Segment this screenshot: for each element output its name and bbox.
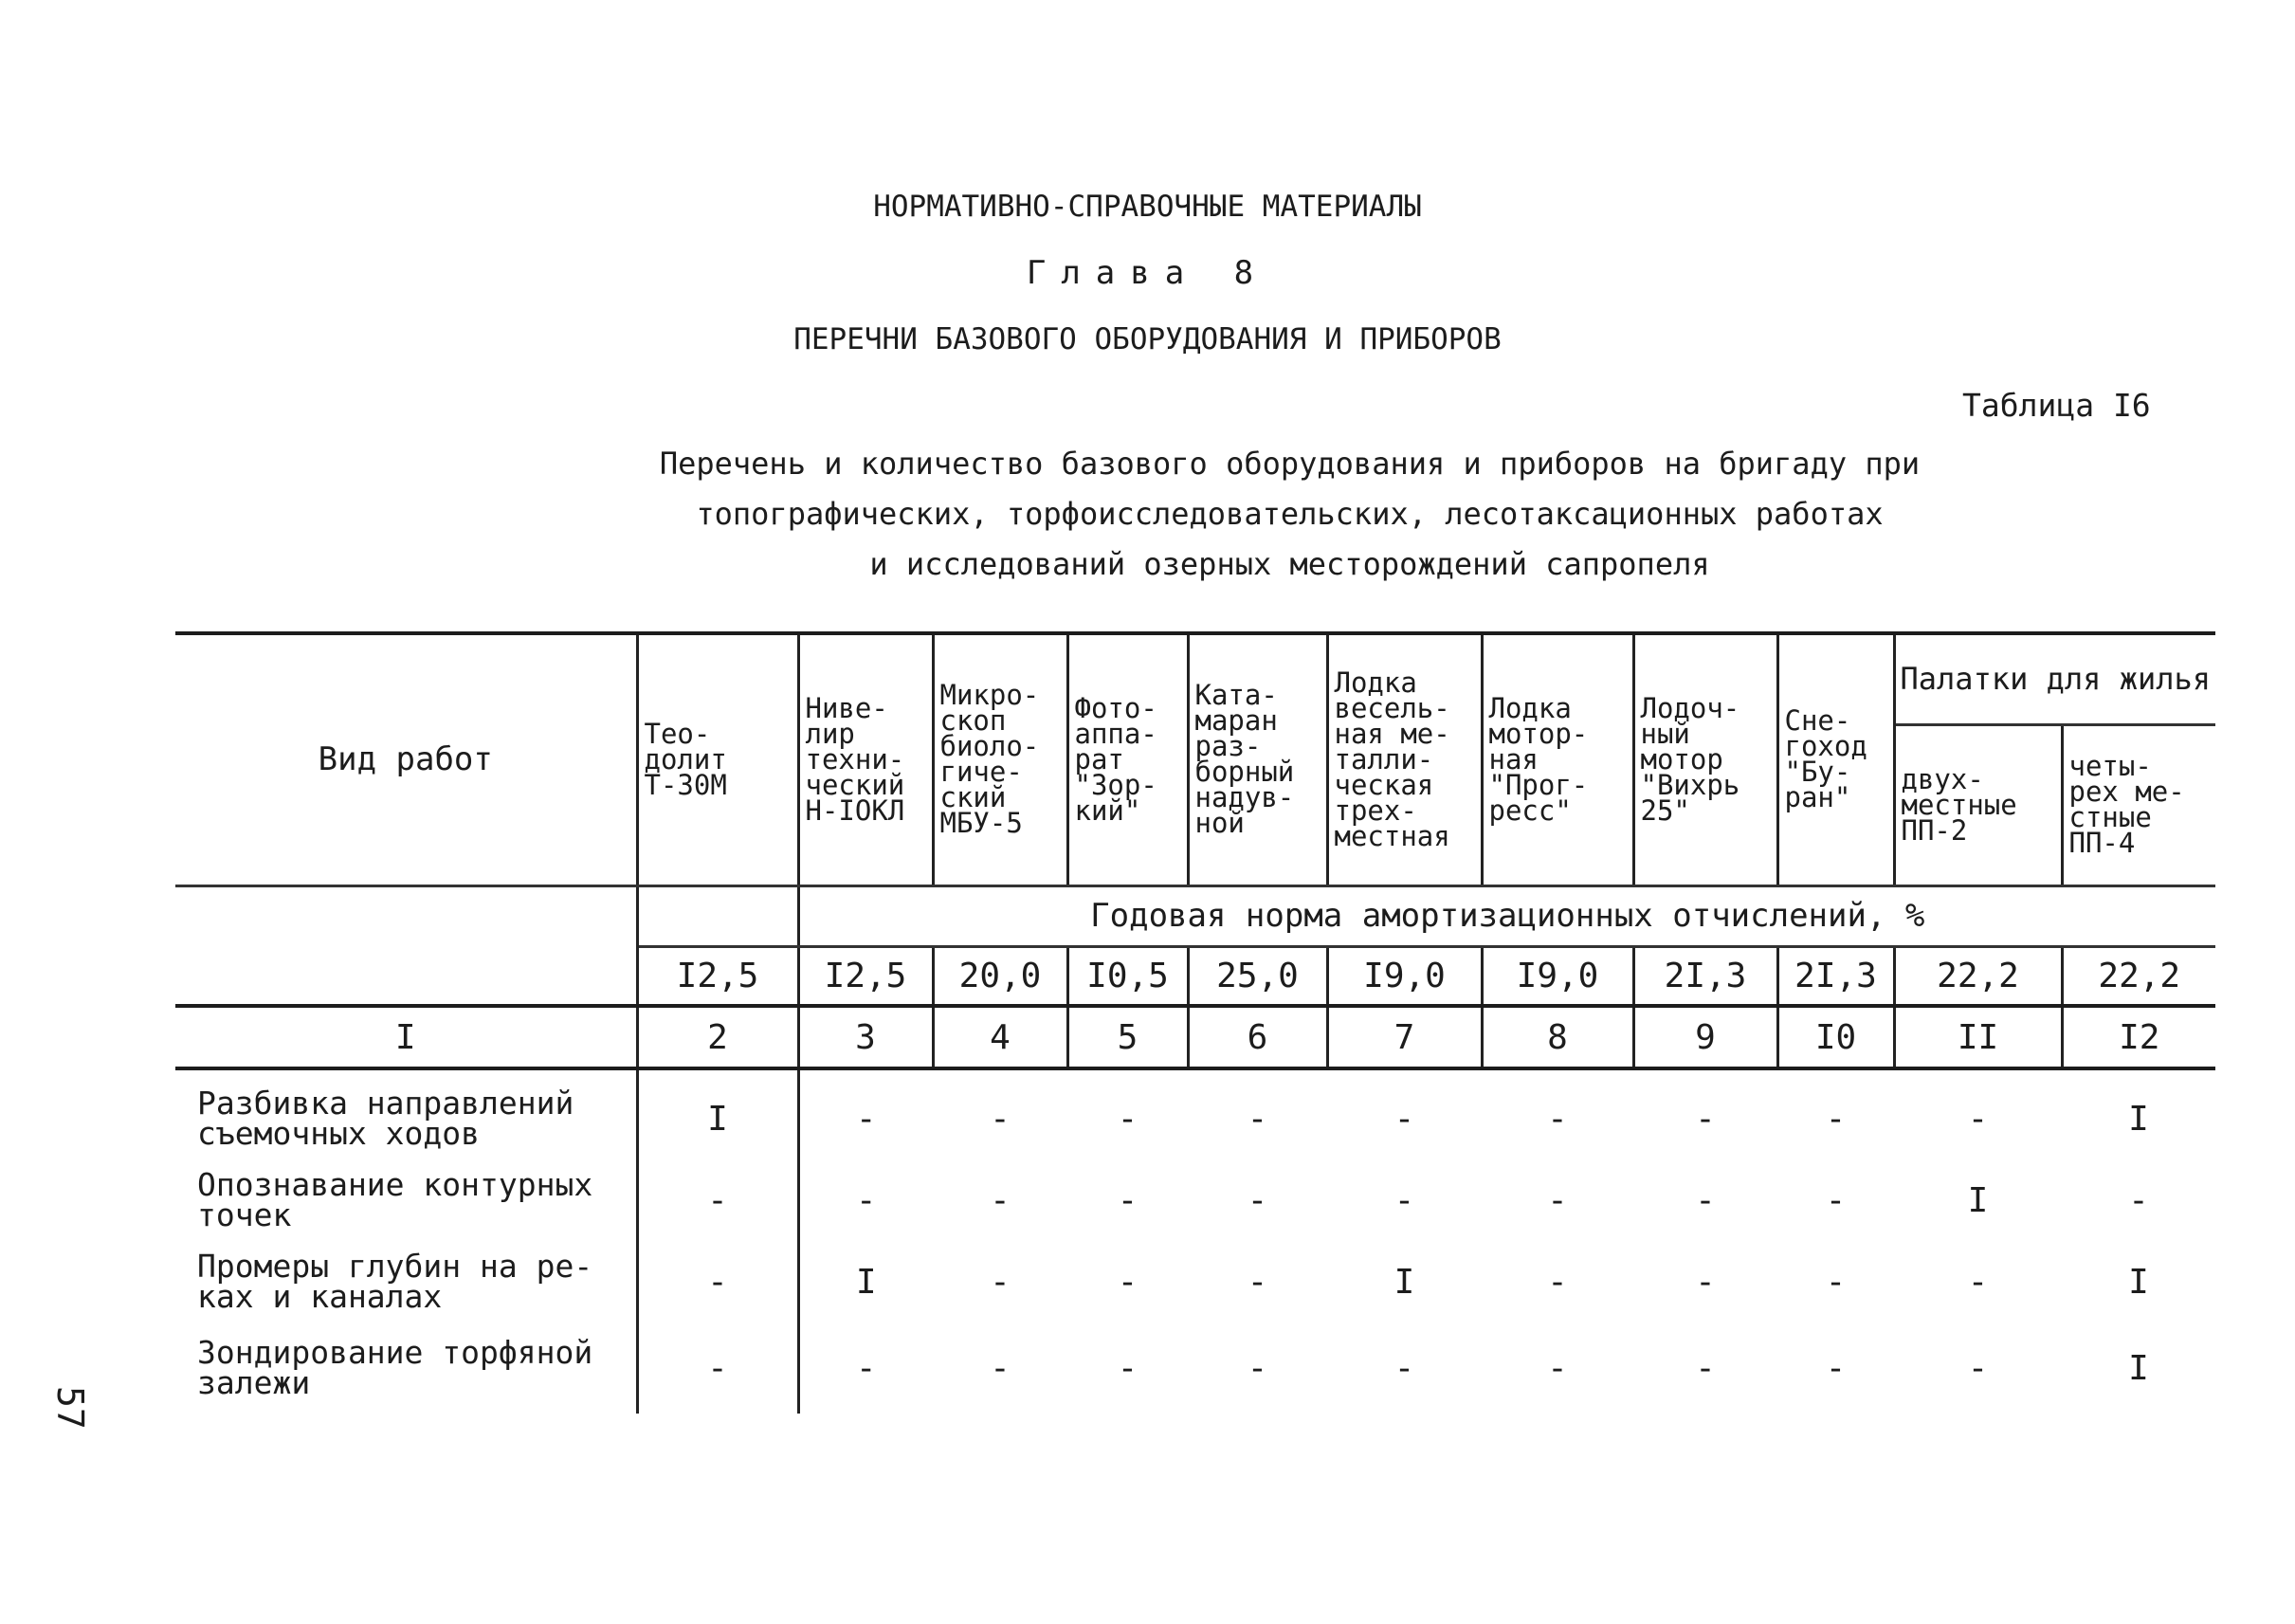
col-header-line: аппа- xyxy=(1074,717,1157,750)
quantity-cell: - xyxy=(1825,1348,1847,1388)
work-type-line: залежи xyxy=(197,1364,311,1401)
col-number: 2 xyxy=(637,1006,798,1068)
col-header-line: гиче- xyxy=(939,756,1023,789)
work-type-header: Вид работ xyxy=(175,633,637,885)
col-header-line: рех ме- xyxy=(2068,776,2185,808)
col-header-line: Т-30М xyxy=(644,768,727,801)
col-number: 4 xyxy=(933,1006,1067,1068)
quantity-cell: I xyxy=(2128,1099,2149,1139)
table-label: Таблица I6 xyxy=(1962,387,2151,424)
table-row xyxy=(175,1078,2215,1159)
quantity-cell: I xyxy=(2128,1348,2149,1388)
quantity-cell: - xyxy=(1117,1180,1138,1220)
col-header-line: 25" xyxy=(1640,794,1690,827)
quantity-cell: - xyxy=(637,1159,798,1241)
col-header-10 xyxy=(1894,724,2062,885)
quantity-cell: - xyxy=(990,1262,1011,1302)
col-header-line: Лодка xyxy=(1334,666,1417,699)
col-header-8 xyxy=(1633,633,1777,885)
quantity-cell: - xyxy=(990,1099,1011,1139)
col-header-line: Тео- xyxy=(644,717,711,750)
quantity-cell: - xyxy=(2128,1180,2149,1220)
col-header-line: Ката- xyxy=(1194,679,1278,712)
col-header-line: местная xyxy=(1334,819,1450,852)
chapter-title: Глава 8 xyxy=(1026,254,1269,292)
col-header-line: местные xyxy=(1901,788,2017,821)
col-number: 6 xyxy=(1188,1006,1327,1068)
quantity-cell: - xyxy=(1967,1099,1989,1139)
col-header-line: ный xyxy=(1640,717,1690,750)
quantity-cell: - xyxy=(1825,1262,1847,1302)
col-header-line: ческая xyxy=(1334,768,1434,801)
quantity-cell: - xyxy=(1247,1262,1268,1302)
quantity-cell: - xyxy=(1547,1180,1568,1220)
col-header-line: скоп xyxy=(939,704,1007,738)
col-header-7 xyxy=(1482,633,1633,885)
quantity-cell: - xyxy=(1695,1180,1716,1220)
col-header-line: Н-IОКЛ xyxy=(805,794,905,827)
col-header-line: раз- xyxy=(1194,730,1262,763)
equipment-table xyxy=(175,631,2215,1414)
work-type-line: Промеры глубин на ре- xyxy=(197,1248,593,1285)
quantity-cell: - xyxy=(1247,1180,1268,1220)
col-number: 8 xyxy=(1482,1006,1633,1068)
col-header-line: ческий xyxy=(805,768,905,801)
quantity-cell: - xyxy=(1117,1262,1138,1302)
work-type-cell xyxy=(175,1323,637,1414)
col-number: 9 xyxy=(1633,1006,1777,1068)
col-header-line: ная ме- xyxy=(1334,717,1450,750)
quantity-cell: - xyxy=(1695,1099,1716,1139)
quantity-cell: I xyxy=(1967,1180,1989,1220)
col-header-line: Фото- xyxy=(1074,691,1157,724)
quantity-cell: I xyxy=(1393,1262,1415,1302)
col-number: 7 xyxy=(1327,1006,1482,1068)
quantity-cell: - xyxy=(637,1241,798,1323)
col-header-line: талли- xyxy=(1334,742,1434,776)
quantity-cell: I xyxy=(855,1262,877,1302)
col-header-line: Сне- xyxy=(1784,704,1851,738)
norm-value: I9,0 xyxy=(1482,946,1633,1006)
table-caption-line3: и исследований озерных месторождений сапропеля xyxy=(869,546,1710,582)
quantity-cell: I xyxy=(2128,1262,2149,1302)
work-type-line: Опознавание контурных xyxy=(197,1166,593,1203)
col-header-line: ПП-4 xyxy=(2068,827,2136,859)
norm-value: I2,5 xyxy=(637,946,798,1006)
col-header-line: ран" xyxy=(1784,781,1851,814)
col-header-line: долит xyxy=(644,742,727,776)
norm-value: I2,5 xyxy=(798,946,933,1006)
col-header-line: ПП-2 xyxy=(1901,813,1968,847)
norm-value: 22,2 xyxy=(2098,956,2181,995)
col-header-5 xyxy=(1188,633,1327,885)
quantity-cell: - xyxy=(855,1348,877,1388)
col-header-line: весель- xyxy=(1334,691,1450,724)
quantity-cell: - xyxy=(1393,1348,1415,1388)
col-header-line: "Бу- xyxy=(1784,756,1851,789)
col-header-line: ский xyxy=(939,781,1007,814)
table-caption-line1: Перечень и количество базового оборудования и приборов на бригаду при xyxy=(659,446,1921,482)
work-type-line: точек xyxy=(197,1196,292,1233)
col-number: I2 xyxy=(2119,1017,2160,1057)
col-header-2 xyxy=(798,633,933,885)
table-caption-line2: топографических, торфоисследовательских, лесотаксационных работах xyxy=(696,496,1884,532)
col-header-4 xyxy=(1067,633,1188,885)
work-type-line: Разбивка направлений xyxy=(197,1085,574,1122)
col-header-line: техни- xyxy=(805,742,905,776)
norm-value: 20,0 xyxy=(933,946,1067,1006)
norm-value: I9,0 xyxy=(1327,946,1482,1006)
col-header-6 xyxy=(1327,633,1482,885)
norm-value: I0,5 xyxy=(1067,946,1188,1006)
table-row xyxy=(175,1241,2215,1323)
col-number-1: I xyxy=(175,1006,637,1068)
quantity-cell: - xyxy=(1695,1262,1716,1302)
col-header-1 xyxy=(637,633,798,885)
quantity-cell: I xyxy=(637,1078,798,1159)
col-header-3 xyxy=(933,633,1067,885)
chapter-subtitle: ПЕРЕЧНИ БАЗОВОГО ОБОРУДОВАНИЯ И ПРИБОРОВ xyxy=(793,322,1502,356)
col-header-line: маран xyxy=(1194,704,1278,738)
quantity-cell: - xyxy=(1695,1348,1716,1388)
table-row xyxy=(175,1323,2215,1414)
col-header-line: лир xyxy=(805,717,855,750)
work-type-cell xyxy=(175,1078,637,1159)
col-number: 5 xyxy=(1067,1006,1188,1068)
col-header-line: ной xyxy=(1194,807,1245,840)
col-header-9 xyxy=(1777,633,1894,885)
col-header-line: гоход xyxy=(1784,730,1867,763)
col-header-line: кий" xyxy=(1074,794,1141,827)
tents-group-header: Палатки для жилья xyxy=(1894,633,2215,724)
quantity-cell: - xyxy=(855,1099,877,1139)
col-number: II xyxy=(1894,1006,2062,1068)
col-header-line: трех- xyxy=(1334,794,1417,827)
quantity-cell: - xyxy=(1825,1180,1847,1220)
quantity-cell: - xyxy=(1247,1348,1268,1388)
work-type-line: съемочных ходов xyxy=(197,1115,481,1152)
quantity-cell: - xyxy=(1247,1099,1268,1139)
table-row xyxy=(175,1159,2215,1241)
col-number: 3 xyxy=(798,1006,933,1068)
col-header-line: рат xyxy=(1074,742,1124,776)
col-header-line: Лодоч- xyxy=(1640,691,1740,724)
quantity-cell: - xyxy=(1393,1180,1415,1220)
quantity-cell: - xyxy=(1117,1099,1138,1139)
col-header-line: стные xyxy=(2068,801,2152,833)
col-header-line: надув- xyxy=(1194,781,1295,814)
col-header-line: "Прог- xyxy=(1488,768,1589,801)
quantity-cell: - xyxy=(1967,1348,1989,1388)
depreciation-norm-header: Годовая норма амортизационных отчислений, % xyxy=(798,885,2215,946)
quantity-cell: - xyxy=(1967,1262,1989,1302)
col-header-line: "Зор- xyxy=(1074,768,1157,801)
col-header-line: мотор xyxy=(1640,742,1723,776)
norm-value: 25,0 xyxy=(1188,946,1327,1006)
col-header-line: ная xyxy=(1488,742,1539,776)
col-header-line: "Вихрь xyxy=(1640,768,1740,801)
col-header-line: борный xyxy=(1194,756,1295,789)
work-type-cell xyxy=(175,1159,637,1241)
norm-value: 22,2 xyxy=(1894,946,2062,1006)
norm-value: 2I,3 xyxy=(1633,946,1777,1006)
col-header-line: Лодка xyxy=(1488,691,1572,724)
col-header-line: четы- xyxy=(2068,750,2152,782)
col-number: I0 xyxy=(1777,1006,1894,1068)
section-title: НОРМАТИВНО-СПРАВОЧНЫЕ МАТЕРИАЛЫ xyxy=(873,190,1422,224)
col-header-line: биоло- xyxy=(939,730,1040,763)
col-header-line: мотор- xyxy=(1488,717,1589,750)
quantity-cell: - xyxy=(990,1180,1011,1220)
col-header-line: Ниве- xyxy=(805,691,888,724)
col-header-line: МБУ-5 xyxy=(939,807,1023,840)
work-type-line: ках и каналах xyxy=(197,1278,443,1315)
page-number: 57 xyxy=(49,1386,91,1430)
quantity-cell: - xyxy=(1547,1099,1568,1139)
quantity-cell: - xyxy=(1547,1348,1568,1388)
col-header-line: Микро- xyxy=(939,679,1040,712)
quantity-cell: - xyxy=(1825,1099,1847,1139)
quantity-cell: - xyxy=(1547,1262,1568,1302)
quantity-cell: - xyxy=(855,1180,877,1220)
work-type-cell xyxy=(175,1241,637,1323)
quantity-cell: - xyxy=(1117,1348,1138,1388)
quantity-cell: - xyxy=(990,1348,1011,1388)
col-header-line: ресс" xyxy=(1488,794,1572,827)
col-header-line: двух- xyxy=(1901,762,1984,795)
norm-value: 2I,3 xyxy=(1777,946,1894,1006)
quantity-cell: - xyxy=(637,1323,798,1414)
col-header-11 xyxy=(2062,724,2215,885)
work-type-line: Зондирование торфяной xyxy=(197,1334,593,1371)
quantity-cell: - xyxy=(1393,1099,1415,1139)
